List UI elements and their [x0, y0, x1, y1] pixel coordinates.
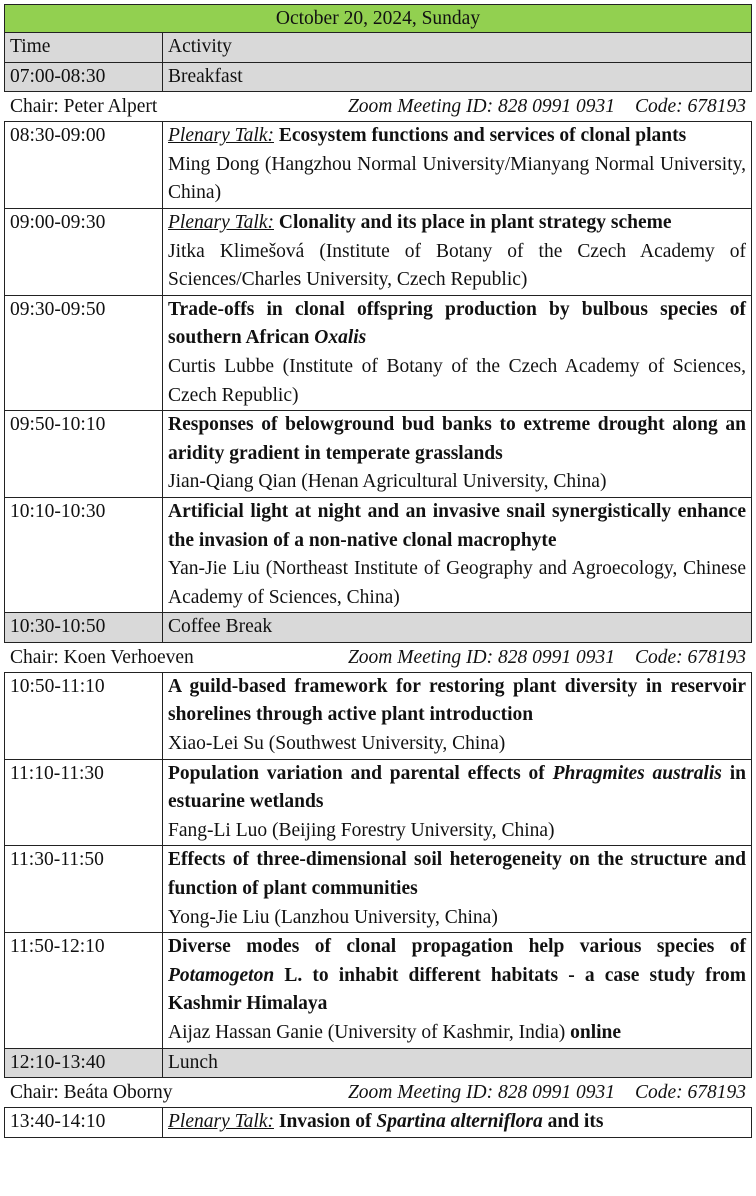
speaker: Xiao-Lei Su (Southwest University, China) [168, 733, 506, 755]
break-row [5, 62, 752, 92]
plenary-label: Plenary Talk: [168, 211, 274, 233]
speaker: Aijaz Hassan Ganie (University of Kashmir, India) [168, 1022, 566, 1043]
speaker: Fang-Li Luo (Beijing Forestry University, China) [168, 819, 555, 841]
plenary-label: Plenary Talk: [168, 125, 274, 147]
time-cell: 09:30-09:50 [5, 295, 163, 410]
talk-row [5, 759, 752, 846]
talk-row [5, 497, 752, 612]
break-row [5, 613, 752, 643]
zoom-meeting-id: Zoom Meeting ID: 828 0991 0931 [347, 96, 615, 118]
talk-title: Diverse modes of clonal propagation help various species of Potamogeton L. to inhabit different habitats - a case study from Kashmir Himalaya [168, 936, 746, 1015]
talk-row [5, 208, 752, 295]
speaker: Ming Dong (Hangzhou Normal University/Mianyang Normal University, China) [168, 153, 746, 204]
speaker: Curtis Lubbe (Institute of Botany of the Czech Academy of Sciences, Czech Republic) [168, 355, 746, 406]
talk-row [5, 411, 752, 498]
time-cell: 11:50-12:10 [5, 933, 163, 1048]
talk-title: Ecosystem functions and services of clonal plants [278, 125, 687, 147]
date-title: October 20, 2024, Sunday [5, 5, 752, 33]
time-cell: 11:30-11:50 [5, 846, 163, 933]
time-cell: 08:30-09:00 [5, 122, 163, 209]
zoom-code: Code: 678193 [634, 1082, 746, 1104]
speaker: Yong-Jie Liu (Lanzhou University, China) [168, 906, 498, 928]
talk-row [5, 672, 752, 759]
talk-title: Responses of belowground bud banks to extreme drought along an aridity gradient in temperate grasslands [168, 414, 746, 464]
time-cell: 07:00-08:30 [5, 62, 163, 92]
chair-row [5, 642, 752, 672]
online-label: online [570, 1022, 622, 1043]
time-header: Time [5, 33, 163, 63]
chair-name: Chair: Peter Alpert [10, 96, 158, 118]
talk-row [5, 846, 752, 933]
talk-row [5, 295, 752, 410]
chair-row [5, 92, 752, 122]
talk-row [5, 933, 752, 1048]
talk-title: Invasion of Spartina alterniflora and its [278, 1111, 604, 1133]
speaker: Jitka Klimešová (Institute of Botany of the Czech Academy of Sciences/Charles University, Czech Republic) [168, 240, 746, 291]
chair-name: Chair: Beáta Oborny [10, 1082, 173, 1104]
zoom-meeting-id: Zoom Meeting ID: 828 0991 0931 [347, 1082, 615, 1104]
time-cell: 10:10-10:30 [5, 497, 163, 612]
time-cell: 09:50-10:10 [5, 411, 163, 498]
break-label: Lunch [163, 1048, 752, 1078]
time-cell: 11:10-11:30 [5, 759, 163, 846]
time-cell: 10:50-11:10 [5, 672, 163, 759]
plenary-label: Plenary Talk: [168, 1111, 274, 1133]
time-cell: 10:30-10:50 [5, 613, 163, 643]
time-cell: 12:10-13:40 [5, 1048, 163, 1078]
talk-title: A guild-based framework for restoring plant diversity in reservoir shorelines through active plant introduction [168, 675, 746, 726]
time-cell: 13:40-14:10 [5, 1108, 163, 1138]
talk-title-italic: Potamogeton [168, 964, 275, 986]
time-cell: 09:00-09:30 [5, 208, 163, 295]
talk-title-italic: Phragmites australis [552, 762, 722, 784]
talk-title: Clonality and its place in plant strategy scheme [278, 211, 672, 233]
schedule-table [4, 4, 752, 1138]
talk-title: Effects of three-dimensional soil heterogeneity on the structure and function of plant communities [168, 849, 746, 900]
zoom-code: Code: 678193 [634, 646, 746, 668]
break-label: Coffee Break [163, 613, 752, 643]
talk-title: Artificial light at night and an invasive snail synergistically enhance the invasion of a non-native clonal macrophyte [168, 500, 746, 551]
talk-title-italic: Oxalis [314, 327, 367, 349]
column-header-row [5, 33, 752, 63]
zoom-meeting-id: Zoom Meeting ID: 828 0991 0931 [347, 646, 615, 668]
break-label: Breakfast [163, 62, 752, 92]
talk-title: Trade-offs in clonal offspring production by bulbous species of southern African Oxalis [168, 298, 746, 349]
chair-row [5, 1078, 752, 1108]
schedule-page [4, 4, 751, 1194]
break-row [5, 1048, 752, 1078]
speaker: Jian-Qiang Qian (Henan Agricultural University, China) [168, 471, 607, 493]
talk-title-italic: Spartina alterniflora [376, 1111, 543, 1133]
chair-name: Chair: Koen Verhoeven [10, 646, 194, 668]
talk-row [5, 1108, 752, 1138]
date-header-row [5, 5, 752, 33]
activity-header: Activity [163, 33, 752, 63]
speaker: Yan-Jie Liu (Northeast Institute of Geography and Agroecology, Chinese Academy of Sciences, China) [168, 558, 746, 608]
zoom-code: Code: 678193 [634, 96, 746, 118]
talk-row [5, 122, 752, 209]
talk-title: Population variation and parental effects of Phragmites australis in estuarine wetlands [168, 762, 746, 813]
